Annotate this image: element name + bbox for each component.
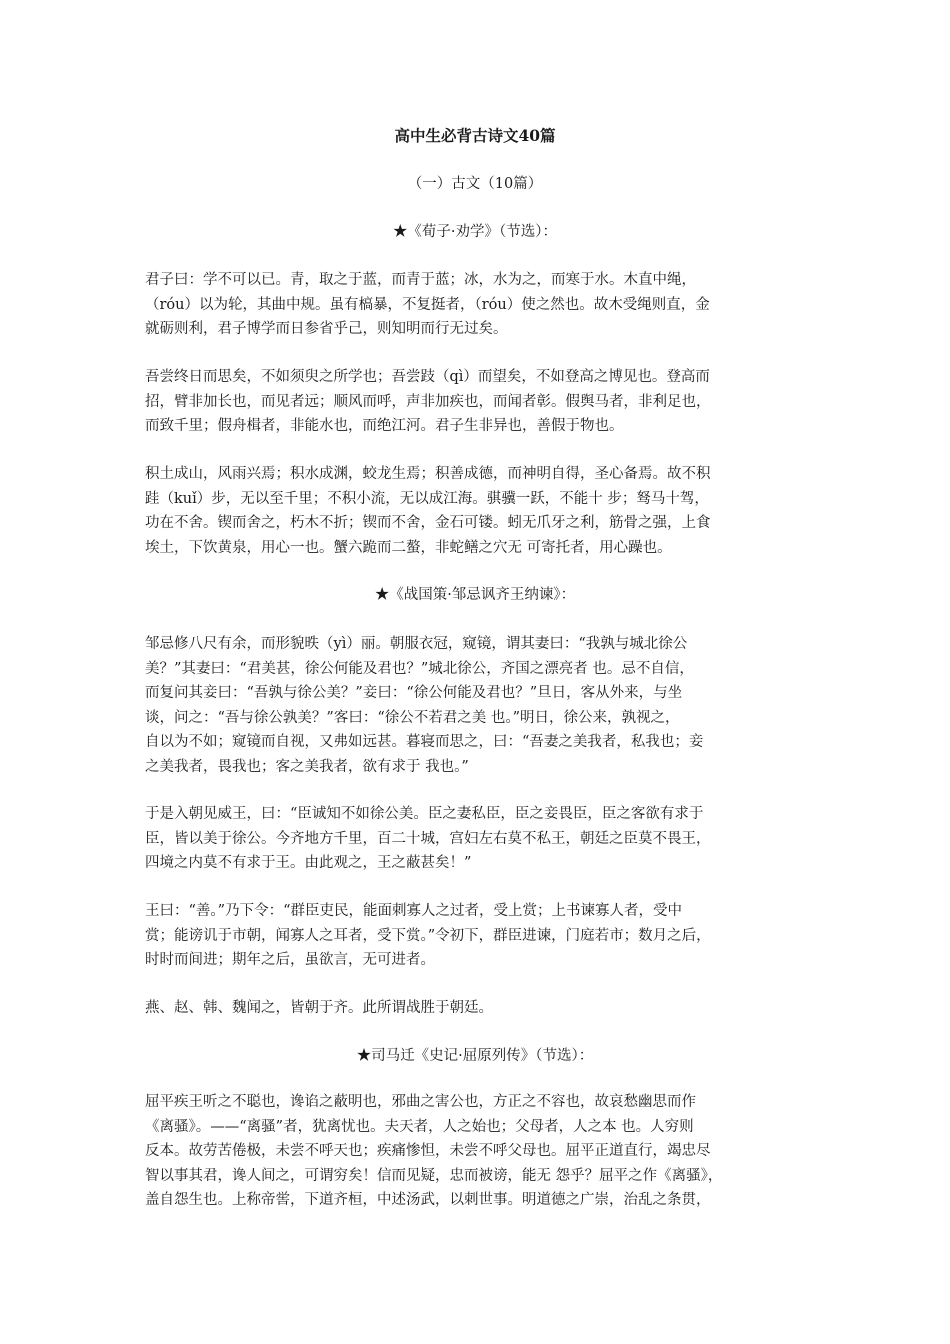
- paragraph-3: [145, 462, 815, 560]
- text-line: 谈，问之：“吾与徐公孰美？”客曰：“徐公不若君之美 也。”明日，徐公来，孰视之，: [145, 709, 680, 726]
- text-line: 赏；能谤讥于市朝，闻寡人之耳者，受下赏。”令初下，群臣进谏，门庭若市；数月之后，: [145, 927, 711, 944]
- paragraph-5: [145, 802, 815, 876]
- text-line: 时时而间进；期年之后，虽欲言，无可进者。: [145, 952, 435, 968]
- paragraph-6: [145, 899, 815, 973]
- paragraph-1: [145, 268, 815, 342]
- document-title: 高中生必背古诗文40篇: [394, 126, 556, 145]
- text-line: 于是入朝见威王，曰：“臣诚知不如徐公美。臣之妻私臣，臣之妾畏臣，臣之客欲有求于: [145, 806, 704, 822]
- text-line: 君子曰：学不可以已。青，取之于蓝，而青于蓝；冰，水为之，而寒于水。木直中绳，: [145, 272, 696, 288]
- text-line: （róu）以为轮，其曲中规。虽有槁暴，不复挺者，（róu）使之然也。故木受绳则直，金: [145, 296, 710, 313]
- text-line: 智以事其君，谗人间之，可谓穷矣！信而见疑，忠而被谤，能无 怨乎？屈平之作《离骚》，: [145, 1167, 723, 1184]
- paragraph-4: [145, 632, 815, 779]
- text-line: 埃土，下饮黄泉，用心一也。蟹六跪而二螯，非蛇鳝之穴无 可寄托者，用心躁也。: [145, 539, 672, 556]
- text-line: 而致千里；假舟楫者，非能水也，而绝江河。君子生非异也，善假于物也。: [145, 418, 624, 434]
- text-line: 积土成山，风雨兴焉；积水成渊，蛟龙生焉；积善成德，而神明自得，圣心备焉。故不积: [145, 466, 711, 482]
- text-line: 臣，皆以美于徐公。今齐地方千里，百二十城，宫妇左右莫不私王，朝廷之臣莫不畏王，: [145, 830, 711, 847]
- paragraph-8: [145, 1090, 815, 1213]
- text-line: 吾尝终日而思矣，不如须臾之所学也；吾尝跂（qì）而望矣，不如登高之博见也。登高而: [145, 369, 710, 385]
- text-line: 《离骚》。——“离骚”者，犹离忧也。夫天者，人之始也；父母者，人之本 也。人穷则: [145, 1118, 694, 1135]
- text-line: 跬（kuǐ）步，无以至千里；不积小流，无以成江海。骐骥一跃，不能十 步；驽马十驾，: [145, 490, 709, 507]
- text-line: 而复问其妾曰：“吾孰与徐公美？”妾曰：“徐公何能及君也？”旦日，客从外来，与坐: [145, 685, 683, 701]
- paragraph-7: [145, 996, 815, 1021]
- paragraph-2: [145, 365, 815, 439]
- text-line: 王曰：“善。”乃下令：“群臣吏民，能面刺寡人之过者，受上赏；上书谏寡人者，受中: [145, 903, 682, 919]
- text-line: 自以为不如；窥镜而自视，又弗如远甚。暮寝而思之，曰：“吾妻之美我者，私我也；妾: [145, 734, 704, 750]
- heading-quyuan: ★司马迁《史记·屈原列传》（节选）：: [356, 1048, 594, 1064]
- text-line: 屈平疾王听之不聪也，谗谄之蔽明也，邪曲之害公也，方正之不容也，故哀愁幽思而作: [145, 1094, 696, 1110]
- text-line: 盖自怨生也。上称帝喾，下道齐桓，中述汤武，以刺世事。明道德之广崇，治乱之条贯，: [145, 1192, 711, 1208]
- text-line: 招，臂非加长也，而见者远；顺风而呼，声非加疾也，而闻者彰。假舆马者，非利足也，: [145, 393, 711, 410]
- text-line: 燕、赵、韩、魏闻之，皆朝于齐。此所谓战胜于朝廷。: [145, 1000, 493, 1016]
- text-line: 功在不舍。锲而舍之，朽木不折；锲而不舍，金石可镂。蚓无爪牙之利，筋骨之强，上食: [145, 515, 711, 531]
- heading-quanxue: ★《荀子·劝学》（节选）：: [392, 224, 558, 240]
- text-line: 之美我者，畏我也；客之美我者，欲有求于 我也。”: [145, 758, 469, 775]
- text-line: 美？”其妻曰：“君美甚，徐公何能及君也？”城北徐公，齐国之漂亮者 也。忌不自信，: [145, 660, 694, 677]
- text-line: 邹忌修八尺有余，而形貌昳（yì）丽。朝服衣冠，窥镜，谓其妻曰：“我孰与城北徐公: [145, 636, 688, 652]
- text-line: 反本。故劳苦倦极，未尝不呼天也；疾痛惨怛，未尝不呼父母也。屈平正道直行，竭忠尽: [145, 1143, 711, 1159]
- text-line: 四境之内莫不有求于王。由此观之，王之蔽甚矣！”: [145, 855, 472, 871]
- text-line: 就砺则利，君子博学而日参省乎己，则知明而行无过矣。: [145, 321, 508, 337]
- heading-zouji: ★《战国策·邹忌讽齐王纳谏》：: [374, 587, 576, 603]
- section-subtitle: （一）古文（10篇）: [407, 176, 543, 192]
